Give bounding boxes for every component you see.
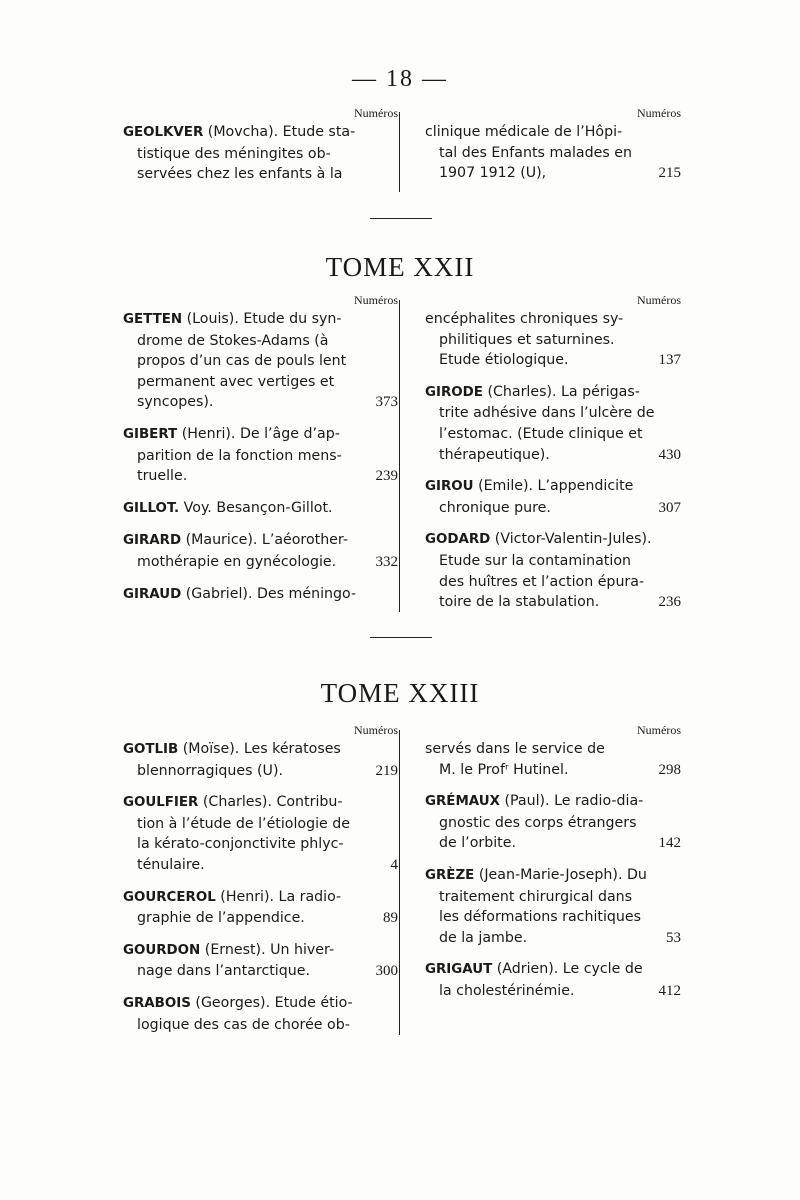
- tome-xxii-heading: TOME XXII: [325, 252, 475, 282]
- entry-line-text: 1907 1912 (U),: [439, 165, 547, 182]
- entry-line: [425, 403, 655, 424]
- entry-line: [123, 466, 364, 487]
- entry-line: [425, 529, 652, 551]
- numeros-label: Numéros: [637, 106, 681, 120]
- entry-line-text: logique des cas de chorée ob-: [137, 1016, 350, 1033]
- entry-line: [425, 760, 647, 781]
- bibliography-entry: [425, 739, 681, 780]
- entry-line: [425, 928, 647, 949]
- entry-line-text: (Emile). L’appendicite: [478, 478, 634, 495]
- entry-line-text: la kérato-conjonctivite phlyc-: [137, 836, 344, 853]
- entry-line: [425, 739, 647, 760]
- entry-line-text: (Moïse). Les kératoses: [182, 741, 341, 757]
- entry-line: [425, 907, 647, 928]
- entry-line-text: tistique des méningites ob-: [137, 145, 331, 162]
- entry-line-text: de l’orbite.: [439, 835, 516, 852]
- bibliography-entry: [123, 940, 398, 982]
- entry-line: [425, 143, 647, 164]
- thesis-number: 430: [658, 446, 681, 463]
- entry-text: [123, 584, 364, 606]
- bibliography-entry: [123, 530, 398, 572]
- author-name: GIRARD: [123, 533, 182, 549]
- author-name: GOULFIER: [123, 795, 199, 811]
- entry-line-text: propos d’un cas de pouls lent: [137, 353, 347, 370]
- entry-text: [425, 476, 647, 518]
- top-left-column: [123, 105, 398, 196]
- entry-line: [123, 993, 364, 1015]
- bibliography-entry: [425, 865, 681, 948]
- entry-line: [123, 351, 364, 372]
- thesis-number: 53: [666, 929, 681, 946]
- entry-line-text: (Gabriel). Des méningo-: [185, 585, 357, 602]
- entry-line-text: ténulaire.: [137, 856, 205, 873]
- entry-line-text: parition de la fonction mens-: [137, 447, 342, 464]
- entry-text: [425, 865, 647, 948]
- entry-text: [425, 309, 647, 371]
- entry-line: [425, 592, 647, 613]
- section-rule: [370, 218, 432, 219]
- entry-text: [123, 940, 364, 982]
- entry-text: [425, 791, 647, 854]
- entry-line: [425, 424, 647, 445]
- entry-line-text: servés dans le service de: [425, 741, 605, 757]
- thesis-number: 137: [658, 352, 681, 369]
- entry-line-text: (Movcha). Etude sta-: [207, 124, 356, 140]
- thesis-number: 215: [658, 165, 681, 182]
- entry-list: [425, 122, 681, 184]
- bibliography-entry: [123, 122, 398, 185]
- entry-line-text: (Louis). Etude du syn-: [186, 311, 342, 327]
- entry-text: [123, 993, 364, 1035]
- entry-line: [425, 498, 647, 519]
- entry-line-text: tion à l’étude de l’étiologie de: [137, 815, 351, 832]
- entry-line-text: clinique médicale de l’Hôpi-: [425, 124, 623, 140]
- xxii-left-column: [123, 292, 398, 616]
- entry-line-text: (Charles). Contribu-: [202, 794, 343, 811]
- entry-line: [425, 791, 647, 813]
- entry-line: [123, 530, 364, 552]
- entry-line: [123, 424, 364, 446]
- numeros-label: Numéros: [637, 723, 681, 737]
- entry-line-text: philitiques et saturnines.: [439, 331, 615, 348]
- entry-line: [123, 144, 364, 165]
- entry-line: [123, 908, 364, 929]
- entry-line-text: thérapeutique).: [439, 446, 550, 463]
- bibliography-entry: [425, 382, 681, 465]
- thesis-number: 239: [375, 468, 398, 485]
- entry-line-text: (Charles). La périgas-: [487, 383, 640, 400]
- entry-line: [425, 476, 647, 498]
- entry-line-text: blennorragiques (U).: [137, 762, 283, 779]
- entry-line: [123, 1015, 364, 1036]
- author-name: GODARD: [425, 532, 491, 548]
- entry-line-text: l’estomac. (Etude clinique et: [439, 425, 643, 442]
- entry-text: [123, 530, 364, 572]
- thesis-number: 373: [375, 394, 398, 411]
- bibliography-entry: [123, 498, 398, 520]
- bibliography-entry: [425, 529, 681, 612]
- entry-line: [123, 446, 364, 467]
- author-name: GRÉMAUX: [425, 794, 500, 810]
- author-name: GRIGAUT: [425, 962, 493, 978]
- entry-line: [425, 122, 647, 143]
- entry-line-text: toire de la stabulation.: [439, 594, 600, 611]
- entry-text: [425, 529, 652, 612]
- entry-line-text: gnostic des corps étrangers: [439, 814, 637, 831]
- entry-line-text: syncopes).: [137, 394, 214, 411]
- column-divider-xxiii: [399, 730, 400, 1035]
- bibliography-entry: [123, 309, 398, 413]
- entry-line: [123, 331, 364, 352]
- entry-line: [425, 833, 647, 854]
- entry-line-text: Voy. Besançon-Gillot.: [183, 499, 333, 516]
- entry-line-text: les déformations rachitiques: [439, 909, 642, 926]
- entry-line-text: servées chez les enfants à la: [137, 166, 343, 183]
- author-name: GOTLIB: [123, 742, 179, 757]
- thesis-number: 332: [375, 553, 398, 570]
- entry-line: [123, 887, 364, 909]
- entry-text: [425, 739, 647, 780]
- entry-line: [425, 959, 647, 981]
- bibliography-entry: [123, 887, 398, 929]
- thesis-number: 412: [658, 982, 681, 999]
- thesis-number: 307: [658, 499, 681, 516]
- numeros-label: Numéros: [354, 723, 398, 737]
- entry-line: [425, 445, 647, 466]
- bibliography-entry: [425, 791, 681, 854]
- bibliography-entry: [425, 476, 681, 518]
- entry-line: [425, 309, 647, 330]
- entry-text: [123, 887, 364, 929]
- entry-line-text: graphie de l’appendice.: [137, 910, 305, 927]
- entry-line-text: M. le Profʳ Hutinel.: [439, 761, 569, 778]
- entry-line-text: Etude étiologique.: [439, 352, 569, 369]
- entry-list: [425, 309, 681, 613]
- entry-line: [425, 865, 647, 887]
- top-right-column: [425, 105, 681, 195]
- author-name: GRÈZE: [425, 867, 475, 883]
- entry-line: [123, 584, 364, 606]
- entry-line-text: traitement chirurgical dans: [439, 888, 633, 905]
- author-name: GIRAUD: [123, 586, 182, 602]
- entry-line-text: mothérapie en gynécologie.: [137, 553, 337, 570]
- xxiii-left-column: [123, 722, 398, 1046]
- entry-line-text: truelle.: [137, 468, 188, 485]
- author-name: GIROU: [425, 479, 474, 495]
- entry-line-text: (Henri). De l’âge d’ap-: [181, 425, 340, 442]
- bibliography-entry: [123, 993, 398, 1035]
- entry-line: [425, 551, 647, 572]
- thesis-number: 298: [658, 761, 681, 778]
- author-name: GOURDON: [123, 942, 201, 958]
- entry-line: [123, 961, 364, 982]
- entry-line: [123, 498, 364, 520]
- entry-line: [123, 761, 364, 782]
- entry-line: [425, 572, 647, 593]
- thesis-number: 89: [383, 910, 398, 927]
- entry-text: [425, 122, 647, 184]
- entry-text: [123, 424, 364, 487]
- page-number: — 18 —: [352, 66, 448, 92]
- bibliography-entry: [425, 122, 681, 184]
- thesis-number: 300: [375, 963, 398, 980]
- entry-line-text: drome de Stokes-Adams (à: [137, 332, 329, 349]
- numeros-label: Numéros: [637, 293, 681, 307]
- entry-line: [123, 739, 364, 761]
- author-name: GIRODE: [425, 384, 483, 400]
- entry-line: [123, 309, 364, 331]
- entry-line-text: (Henri). La radio-: [220, 888, 342, 905]
- entry-line-text: (Adrien). Le cycle de: [496, 961, 643, 978]
- author-name: GETTEN: [123, 312, 183, 327]
- entry-line: [123, 940, 364, 962]
- entry-line: [425, 887, 647, 908]
- bibliography-entry: [425, 959, 681, 1001]
- thesis-number: 142: [658, 835, 681, 852]
- entry-line: [123, 552, 364, 573]
- entry-text: [425, 959, 647, 1001]
- section-rule: [370, 637, 432, 638]
- entry-text: [123, 122, 364, 185]
- thesis-number: 4: [390, 856, 398, 873]
- entry-line-text: permanent avec vertiges et: [137, 373, 335, 390]
- numeros-label: Numéros: [354, 106, 398, 120]
- entry-line-text: (Georges). Etude étio-: [195, 994, 353, 1011]
- entry-text: [425, 382, 655, 465]
- entry-line-text: des huîtres et l’action épura-: [439, 573, 645, 590]
- thesis-number: 219: [375, 762, 398, 779]
- entry-line-text: (Maurice). L’aéorother-: [185, 532, 348, 549]
- entry-line-text: (Ernest). Un hiver-: [204, 941, 335, 958]
- entry-line: [123, 164, 364, 185]
- entry-line-text: (Paul). Le radio-dia-: [504, 793, 644, 810]
- entry-text: [123, 309, 364, 413]
- author-name: GEOLKVER: [123, 125, 204, 140]
- entry-text: [123, 739, 364, 781]
- entry-line-text: tal des Enfants malades en: [439, 144, 632, 161]
- entry-list: [123, 309, 398, 605]
- entry-line-text: trite adhésive dans l’ulcère de: [439, 405, 655, 422]
- entry-line-text: chronique pure.: [439, 499, 551, 516]
- entry-line-text: (Victor-Valentin-Jules).: [494, 531, 652, 548]
- author-name: GILLOT.: [123, 500, 180, 516]
- entry-line: [123, 834, 364, 855]
- entry-line: [425, 330, 647, 351]
- entry-line-text: nage dans l’antarctique.: [137, 963, 310, 980]
- bibliography-entry: [123, 584, 398, 606]
- author-name: GRABOIS: [123, 995, 191, 1011]
- bibliography-entry: [123, 424, 398, 487]
- bibliography-entry: [425, 309, 681, 371]
- entry-list: [123, 122, 398, 185]
- entry-list: [425, 739, 681, 1002]
- entry-line: [123, 372, 364, 393]
- entry-line: [123, 122, 364, 144]
- entry-line-text: Etude sur la contamination: [439, 552, 631, 569]
- bibliography-entry: [123, 792, 398, 875]
- author-name: GOURCEROL: [123, 889, 216, 905]
- entry-line-text: de la jambe.: [439, 929, 528, 946]
- entry-line: [425, 350, 647, 371]
- entry-line: [123, 792, 364, 814]
- entry-line: [425, 163, 647, 184]
- entry-text: [123, 792, 364, 875]
- column-divider-top: [399, 112, 400, 192]
- entry-text: [123, 498, 364, 520]
- entry-line-text: (Jean-Marie-Joseph). Du: [478, 866, 647, 883]
- entry-line: [425, 981, 647, 1002]
- bibliography-entry: [123, 739, 398, 781]
- author-name: GIBERT: [123, 426, 178, 442]
- xxiii-right-column: [425, 722, 681, 1013]
- entry-line: [425, 382, 647, 404]
- tome-xxiii-heading: TOME XXIII: [320, 678, 480, 708]
- entry-line: [123, 814, 364, 835]
- entry-list: [123, 739, 398, 1035]
- xxii-right-column: [425, 292, 681, 624]
- entry-line: [123, 855, 364, 876]
- column-divider-xxii: [399, 300, 400, 612]
- entry-line-text: la cholestérinémie.: [439, 982, 575, 999]
- numeros-label: Numéros: [354, 293, 398, 307]
- thesis-number: 236: [658, 594, 681, 611]
- entry-line-text: encéphalites chroniques sy-: [425, 311, 624, 327]
- entry-line: [425, 813, 647, 834]
- entry-line: [123, 392, 364, 413]
